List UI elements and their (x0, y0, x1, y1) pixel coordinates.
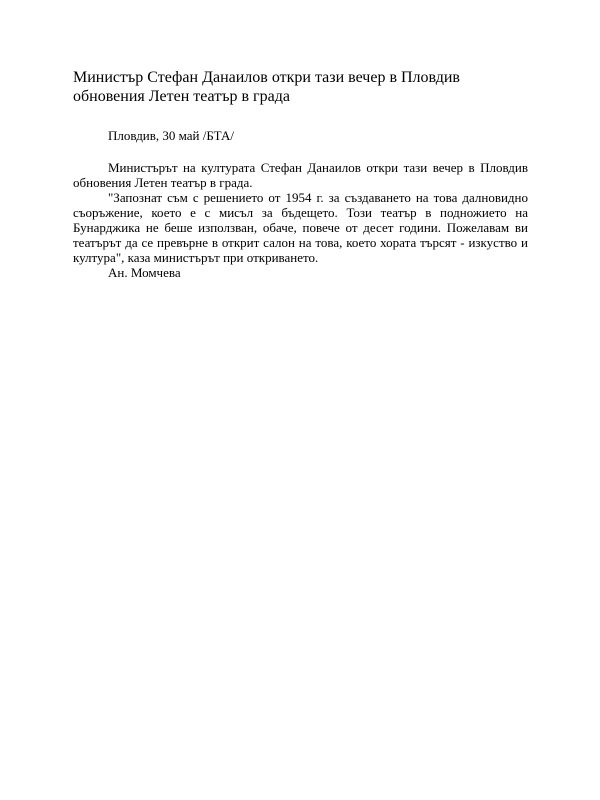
article-title: Министър Стефан Данаилов откри тази вечер в Пловдив обновения Летен театър в града (73, 69, 460, 105)
article-body (73, 160, 528, 280)
article-dateline: Пловдив, 30 май /БТА/ (108, 128, 234, 143)
article-paragraph-2: "Запознат съм с решението от 1954 г. за създаването на това далновидно съоръжение, което е с мисъл за бъдещето. Този театър в подножието на Бунарджика не беше използван, обаче, повече от десет години. Пожелавам ви театърът да се превърне в открит салон на това, което хората търсят - изкуство и култура", каза министърът при откриването. (73, 190, 528, 265)
article-paragraph-1: Министърът на културата Стефан Данаилов откри тази вечер в Пловдив обновения Летен театър в града. (73, 160, 528, 190)
article-signature: Ан. Момчева (108, 265, 181, 280)
